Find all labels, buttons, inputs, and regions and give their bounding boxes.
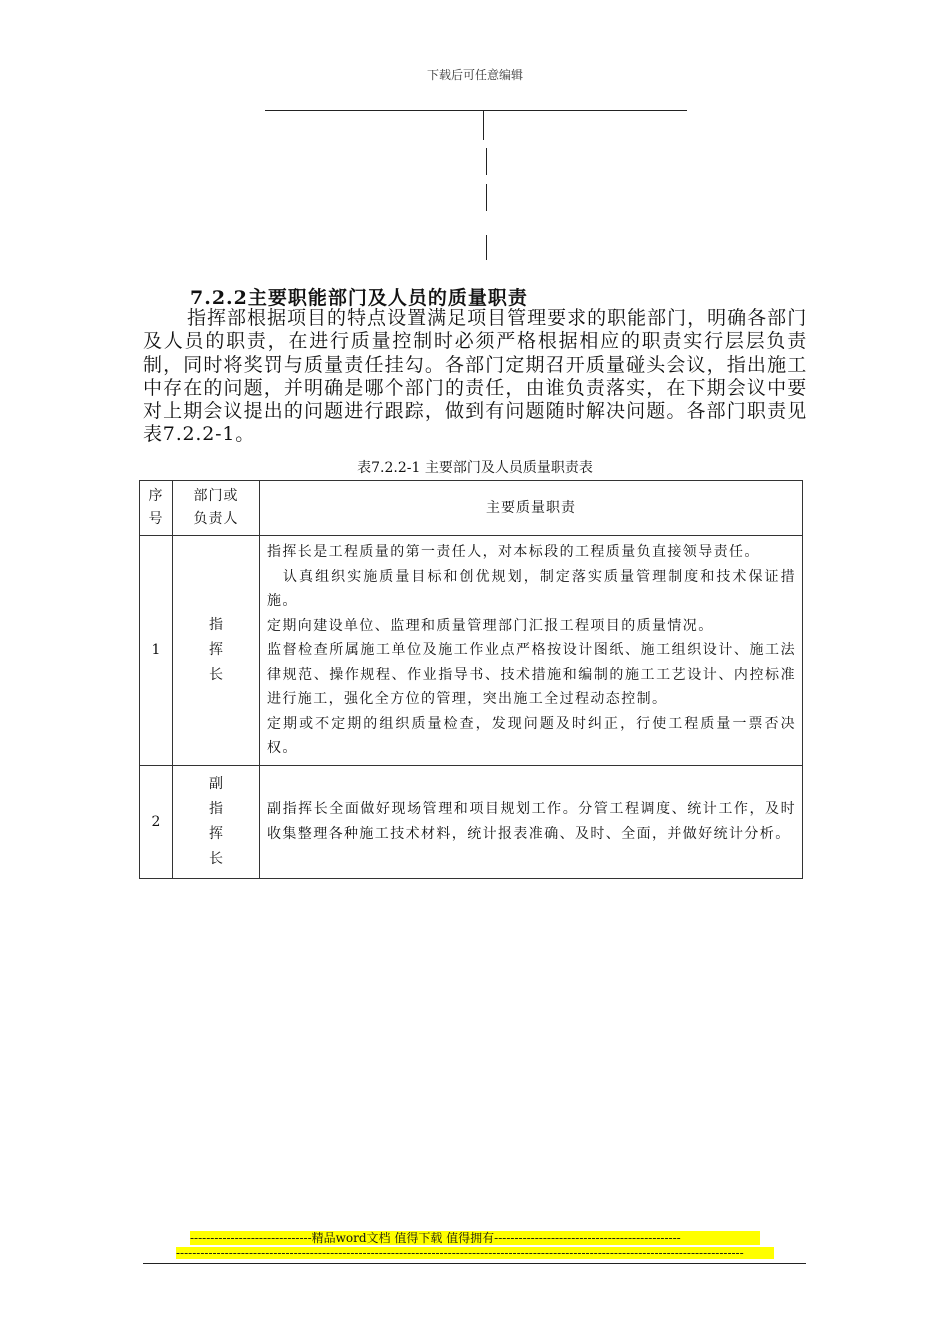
- row-seq: 1: [140, 536, 173, 766]
- row-duties: [260, 536, 803, 766]
- table-row: [140, 765, 803, 878]
- page-header-note: 下载后可任意编辑: [426, 68, 523, 82]
- org-chart-connector: [483, 110, 484, 140]
- section-heading: 7.2.2主要职能部门及人员的质量职责: [190, 287, 528, 309]
- table-row: [140, 536, 803, 766]
- table-caption: 表7.2.2-1 主要部门及人员质量职责表: [357, 460, 593, 476]
- header-dept: 部门或 负责人: [173, 481, 260, 536]
- footer-dashes: --------------------------------------------------------------------------------------------------------------------------------------------: [176, 1247, 774, 1259]
- org-chart-connector: [486, 148, 487, 175]
- duty-table: [139, 480, 803, 879]
- duty-item: 副指挥长全面做好现场管理和项目规划工作。分管工程调度、统计工作，及时收集整理各种施工技术材料，统计报表准确、及时、全面，并做好统计分析。: [267, 801, 796, 842]
- duty-item: 指挥长是工程质量的第一责任人，对本标段的工程质量负直接领导责任。: [267, 544, 760, 560]
- row-seq: 2: [140, 765, 173, 878]
- table-header-row: [140, 481, 803, 536]
- duty-item: 定期或不定期的组织质量检查，发现问题及时纠正，行使工程质量一票否决权。: [267, 715, 796, 756]
- footer-banner: ------------------------------精品word文档 值得下载 值得拥有----------------------------------------------: [190, 1231, 760, 1245]
- org-chart-connector: [486, 235, 487, 260]
- org-chart-connector: [486, 184, 487, 211]
- duty-item: 认真组织实施质量目标和创优规划，制定落实质量管理制度和技术保证措施。: [267, 568, 796, 609]
- duty-item: 定期向建设单位、监理和质量管理部门汇报工程项目的质量情况。: [267, 617, 714, 634]
- org-chart-connector: [265, 110, 687, 111]
- row-duties: [260, 765, 803, 878]
- duty-item: 监督检查所属施工单位及施工作业点严格按设计图纸、施工组织设计、施工法律规范、操作规程、作业指导书、技术措施和编制的施工工艺设计、内控标准进行施工，强化全方位的管理，突出施工全过程动态控制。: [267, 642, 796, 707]
- footer-rule: [143, 1263, 806, 1264]
- row-dept: 指 挥 长: [173, 536, 260, 766]
- header-duty: 主要质量职责: [260, 481, 803, 536]
- header-seq: 序 号: [140, 481, 173, 536]
- row-dept: 副 指 挥 长: [173, 765, 260, 878]
- section-paragraph: 指挥部根据项目的特点设置满足项目管理要求的职能部门，明确各部门及人员的职责，在进行质量控制时必须严格根据相应的职责实行层层负责制，同时将奖罚与质量责任挂勾。各部门定期召开质量碰头会议，指出施工中存在的问题，并明确是哪个部门的责任，由谁负责落实，在下期会议中要对上期会议提出的问题进行跟踪，做到有问题随时解决问题。各部门职责见表7.2.2-1。: [143, 307, 807, 446]
